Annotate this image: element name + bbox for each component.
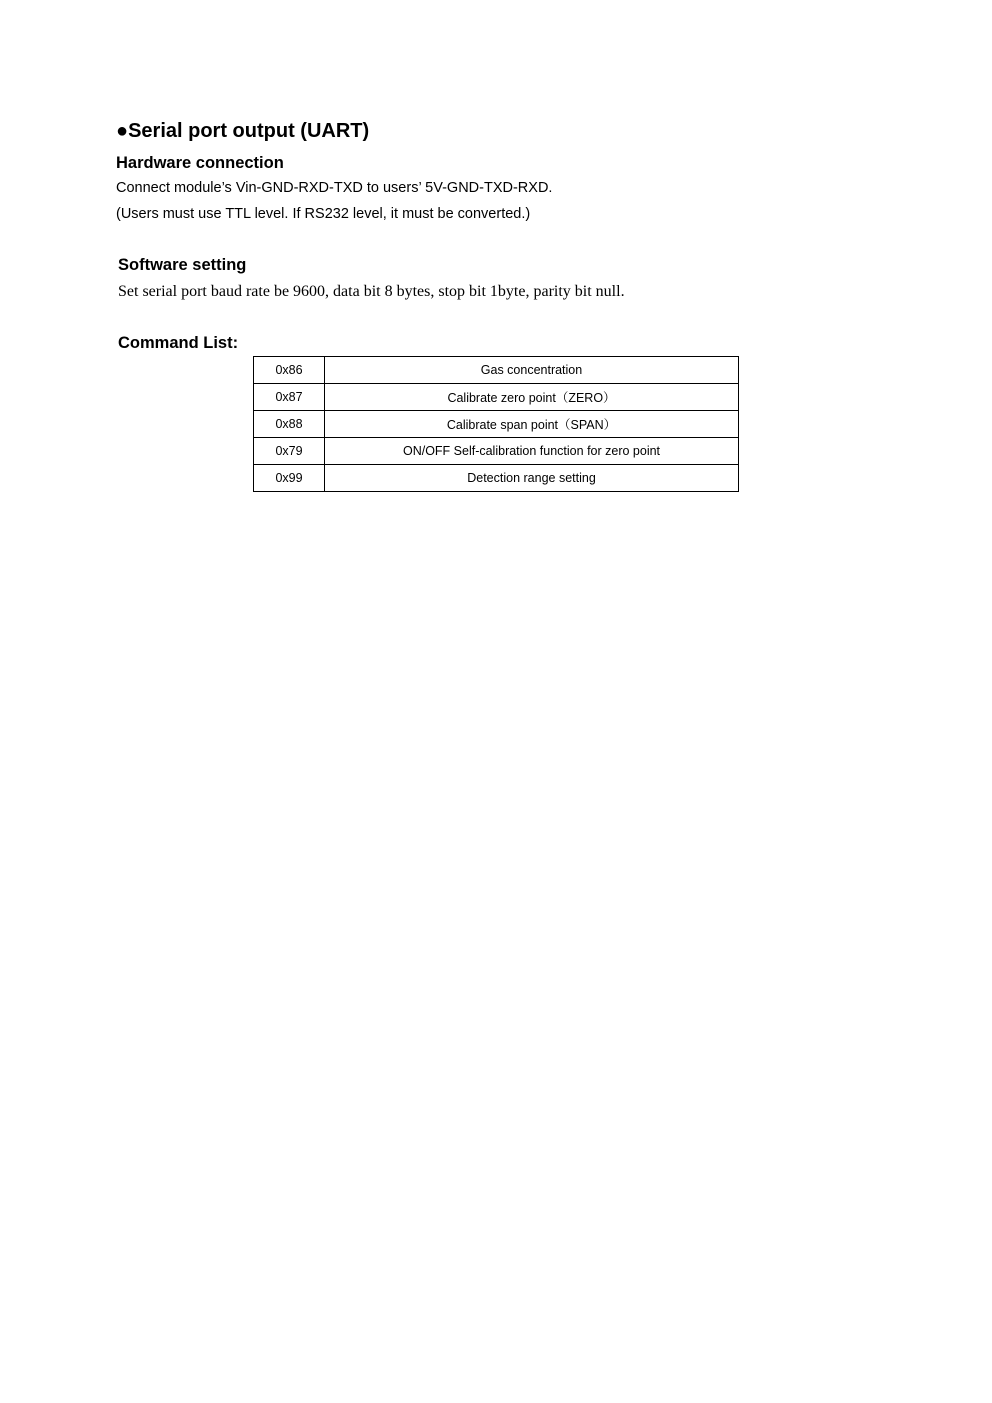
command-description: Detection range setting	[325, 465, 739, 492]
table-row	[254, 465, 739, 492]
table-row	[254, 411, 739, 438]
command-description: Gas concentration	[325, 357, 739, 384]
table-row	[254, 357, 739, 384]
command-description: ON/OFF Self-calibration function for zero point	[325, 438, 739, 465]
command-description: Calibrate span point（SPAN）	[325, 411, 739, 438]
command-list-heading: Command List:	[118, 334, 239, 352]
command-code: 0x87	[254, 384, 325, 411]
command-code: 0x99	[254, 465, 325, 492]
hardware-line-2: (Users must use TTL level. If RS232 level, it must be converted.)	[116, 206, 531, 222]
command-table	[253, 356, 739, 492]
hardware-line-1: Connect module’s Vin-GND-RXD-TXD to users’ 5V-GND-TXD-RXD.	[116, 180, 553, 196]
table-row	[254, 384, 739, 411]
command-description: Calibrate zero point（ZERO）	[325, 384, 739, 411]
command-code: 0x86	[254, 357, 325, 384]
command-code: 0x79	[254, 438, 325, 465]
section-title: ●Serial port output (UART)	[116, 120, 370, 142]
table-row	[254, 438, 739, 465]
command-code: 0x88	[254, 411, 325, 438]
hardware-heading: Hardware connection	[116, 154, 284, 172]
software-line-1: Set serial port baud rate be 9600, data bit 8 bytes, stop bit 1byte, parity bit null.	[118, 283, 625, 300]
software-heading: Software setting	[118, 256, 247, 274]
